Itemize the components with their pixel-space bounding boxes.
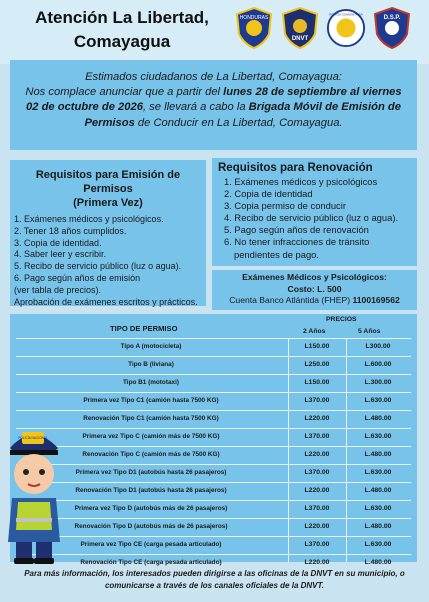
requirements-renewal-panel (212, 158, 417, 266)
list-item: 1. Exámenes médicos y psicológicos. (14, 214, 164, 224)
req1-subtitle-text: (Primera Vez) (73, 197, 143, 209)
table-row (16, 410, 411, 428)
price-2-years: L220.00 (304, 523, 330, 530)
badge-3-text: POLICÍA COMUNITARIA (329, 12, 363, 17)
price-2-years: L370.00 (304, 469, 330, 476)
list-item: 3. Copia permiso de conducir (224, 200, 346, 212)
price-5-years: L.630.00 (364, 433, 392, 440)
list-item: (ver tabla de precios). (14, 284, 102, 295)
price-5-years: L.300.00 (364, 379, 392, 386)
price-5-years: L.480.00 (364, 451, 392, 458)
table-row (16, 428, 411, 446)
table-row (16, 482, 411, 500)
table-row (16, 446, 411, 464)
table-row (16, 392, 411, 410)
announcement-greeting: Estimados ciudadanos de La Libertad, Comayagua: (85, 71, 342, 83)
permit-type: Primera vez Tipo C (camión más de 7500 KG) (82, 433, 220, 440)
table-header (16, 314, 411, 338)
price-2-years: L220.00 (304, 487, 330, 494)
dnvt-shield-icon (280, 6, 320, 50)
permit-type: Tipo B1 (mototaxi) (123, 379, 179, 386)
price-2-years: L250.00 (304, 361, 330, 368)
column-header-5-years: 5 Años (358, 328, 381, 335)
requirements-first-time-panel (10, 160, 206, 306)
badge-4-text: D.S.P. (383, 15, 401, 21)
honduras-police-shield-icon (234, 6, 274, 50)
dsp-shield-icon (372, 6, 412, 50)
permit-type: Primera vez Tipo C1 (camión hasta 7500 KG) (83, 397, 219, 404)
announcement-text-3: de Conducir en La Libertad, Comayagua. (134, 116, 343, 129)
table-row (16, 356, 411, 374)
list-item: 5. Pago según años de renovación (224, 224, 369, 236)
exams-title: Exámenes Médicos y Psicológicos: (242, 272, 387, 282)
list-item: 1. Exámenes médicos y psicológicos (224, 176, 378, 187)
column-header-type: TIPO DE PERMISO (110, 324, 178, 333)
requirements-first-time-list (14, 214, 202, 308)
badge-1-text: HONDURAS (239, 15, 269, 21)
announcement-text-1: Nos complace anunciar que a partir del (25, 86, 224, 99)
announcement-box (10, 60, 417, 150)
table-body (16, 338, 411, 572)
price-2-years: L220.00 (304, 451, 330, 458)
requirements-first-time-title (14, 168, 202, 210)
column-header-2-years: 2 Años (303, 328, 326, 335)
permit-type: Renovación Tipo D1 (autobús hasta 26 pasajeros) (75, 487, 227, 494)
price-2-years: L370.00 (304, 541, 330, 548)
table-row (16, 536, 411, 554)
table-row (16, 500, 411, 518)
list-item: 4. Saber leer y escribir. (14, 249, 107, 260)
price-5-years: L.480.00 (364, 415, 392, 422)
list-item: 2. Copia de identidad (224, 188, 313, 200)
list-item: 6. Pago según años de emisión (14, 272, 141, 283)
list-item: 5. Recibo de servicio público (luz o agua). (14, 261, 182, 272)
requirements-renewal-title: Requisitos para Renovación (218, 162, 373, 174)
price-5-years: L.480.00 (364, 559, 392, 566)
permit-type: Renovación Tipo C1 (camión hasta 7500 KG) (83, 415, 219, 422)
announcement-text-2: , se llevará a cabo la (142, 101, 249, 114)
account-label: Cuenta Banco Atlántida (FHEP) (229, 295, 353, 305)
table-row (16, 338, 411, 356)
table-row (16, 518, 411, 536)
price-2-years: L150.00 (304, 343, 330, 350)
permit-type: Tipo B (liviana) (128, 361, 174, 368)
column-header-prices: PRECIOS (326, 316, 357, 323)
police-officer-mascot-icon (2, 418, 64, 564)
requirements-renewal-list (218, 176, 411, 261)
title-line-1: Atención La Libertad, (35, 8, 209, 27)
price-2-years: L370.00 (304, 397, 330, 404)
price-5-years: L.480.00 (364, 523, 392, 530)
permit-type: Primera vez Tipo D1 (autobús hasta 26 pasajeros) (75, 469, 227, 476)
price-2-years: L220.00 (304, 559, 330, 566)
list-item: 4. Recibo de servicio público (luz o agua). (224, 212, 399, 224)
police-community-circle-icon (326, 6, 366, 50)
price-table (16, 314, 411, 572)
exams-account (212, 295, 417, 307)
price-5-years: L.480.00 (364, 487, 392, 494)
badge-2-text: DNVT (291, 36, 309, 42)
title-line-2: Comayagua (73, 32, 171, 51)
price-5-years: L300.00 (365, 343, 391, 350)
list-item: Aprobación de exámenes escritos y prácticos. (14, 296, 198, 307)
price-5-years: L.630.00 (364, 505, 392, 512)
table-row (16, 374, 411, 392)
list-item: pendientes de pago. (234, 248, 319, 260)
req1-title-text: Requisitos para Emisión de Permisos (35, 169, 181, 195)
permit-type: Renovación Tipo CE (carga pesada articulado) (80, 559, 222, 566)
price-table-panel (10, 314, 417, 566)
exams-cost: Costo: L. 500 (287, 283, 342, 294)
price-2-years: L150.00 (304, 379, 330, 386)
permit-type: Renovación Tipo C (camión más de 7500 KG) (82, 451, 220, 458)
list-item: 2. Tener 18 años cumplidos. (14, 225, 127, 236)
permit-type: Tipo A (motocicleta) (120, 343, 182, 350)
price-5-years: L.630.00 (364, 469, 392, 476)
exams-cost-panel (212, 270, 417, 310)
mascot-cap-text: POLICÍA NACIONAL (18, 436, 48, 440)
price-2-years: L220.00 (304, 415, 330, 422)
announcement-dates: lunes 28 de septiembre al viernes 02 de octubre de 2026 (26, 86, 402, 114)
announcement-brigade: Brigada Móvil de Emisión de Permisos (84, 101, 401, 129)
list-item: 3. Copia de identidad. (14, 237, 102, 248)
price-2-years: L370.00 (304, 505, 330, 512)
header (0, 0, 429, 64)
table-row (16, 464, 411, 482)
logo-row (234, 6, 412, 50)
page-title (12, 6, 232, 54)
price-5-years: L.630.00 (364, 397, 392, 404)
permit-type: Primera vez Tipo CE (carga pesada articulado) (80, 541, 222, 548)
list-item: 6. No tener infracciones de tránsito (224, 236, 370, 248)
permit-type: Renovación Tipo D (autobús más de 26 pasajeros) (74, 523, 228, 530)
price-5-years: L.600.00 (364, 361, 392, 368)
footer-note: Para más información, los interesados pueden dirigirse a las oficinas de la DNVT en su municipio, o comunicarse a través de los canales oficiales de la DNVT. (24, 569, 405, 590)
price-2-years: L370.00 (304, 433, 330, 440)
permit-type: Primera vez Tipo D (autobús más de 26 pasajeros) (74, 505, 228, 512)
account-number: 1100169562 (352, 295, 400, 305)
price-5-years: L.630.00 (364, 541, 392, 548)
